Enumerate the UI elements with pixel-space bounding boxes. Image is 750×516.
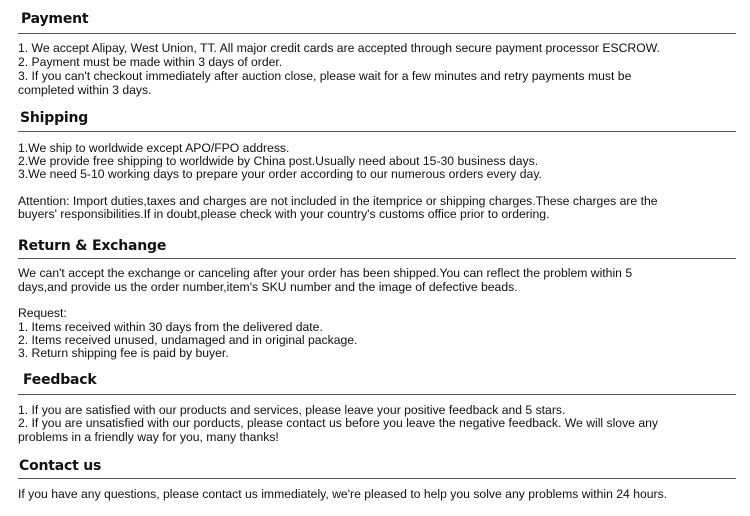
feedback-line-1: 1. If you are satisfied with our products and services, please leave your positive feedback and 5 stars. [18,403,566,417]
feedback-heading: Feedback [23,372,97,388]
shipping-line-2: 2.We provide free shipping to worldwide by China post.Usually need about 15-30 business days. [18,154,539,168]
contact-divider [18,478,736,479]
return-request-1: 1. Items received within 30 days from the delivered date. [18,320,323,334]
payment-line-2: 2. Payment must be made within 3 days of order. [18,55,283,69]
shipping-line-1: 1.We ship to worldwide except APO/FPO address. [18,141,290,155]
return-request-3: 3. Return shipping fee is paid by buyer. [18,346,229,360]
return-request-2: 2. Items received unused, undamaged and in original package. [18,333,358,347]
shipping-heading: Shipping [20,110,89,126]
shipping-line-3: 3.We need 5-10 working days to prepare your order according to our numerous orders every day. [18,167,542,181]
return-request-label: Request: [18,306,67,320]
return-exchange-divider [18,258,736,259]
return-line-1: We can't accept the exchange or canceling after your order has been shipped.You can reflect the problem within 5 [18,266,633,280]
payment-line-3: 3. If you can't checkout immediately after auction close, please wait for a few minutes and retry payments must be [18,69,632,83]
feedback-line-2: 2. If you are unsatisfied with our porducts, please contact us before you leave the negative feedback. We will slove any [18,416,658,430]
payment-line-4: completed within 3 days. [18,83,152,97]
contact-heading: Contact us [19,458,102,474]
contact-line-1: If you have any questions, please contact us immediately, we're pleased to help you solve any problems within 24 hours. [18,487,668,501]
shipping-attention-line-2: buyers' responsibilities.If in doubt,please check with your country's customs office prior to ordering. [18,207,550,221]
feedback-divider [18,394,736,395]
return-exchange-heading: Return & Exchange [18,238,167,254]
return-line-2: days,and provide us the order number,item's SKU number and the image of defective beads. [18,280,518,294]
payment-line-1: 1. We accept Alipay, West Union, TT. All major credit cards are accepted through secure payment processor ESCROW. [18,41,660,55]
feedback-line-3: problems in a friendly way for you, many thanks! [18,430,279,444]
shipping-attention-line-1: Attention: Import duties,taxes and charges are not included in the itemprice or shipping charges.These charges are the [18,194,658,208]
payment-heading: Payment [21,11,89,27]
shipping-divider [18,131,736,132]
payment-divider [18,33,736,34]
